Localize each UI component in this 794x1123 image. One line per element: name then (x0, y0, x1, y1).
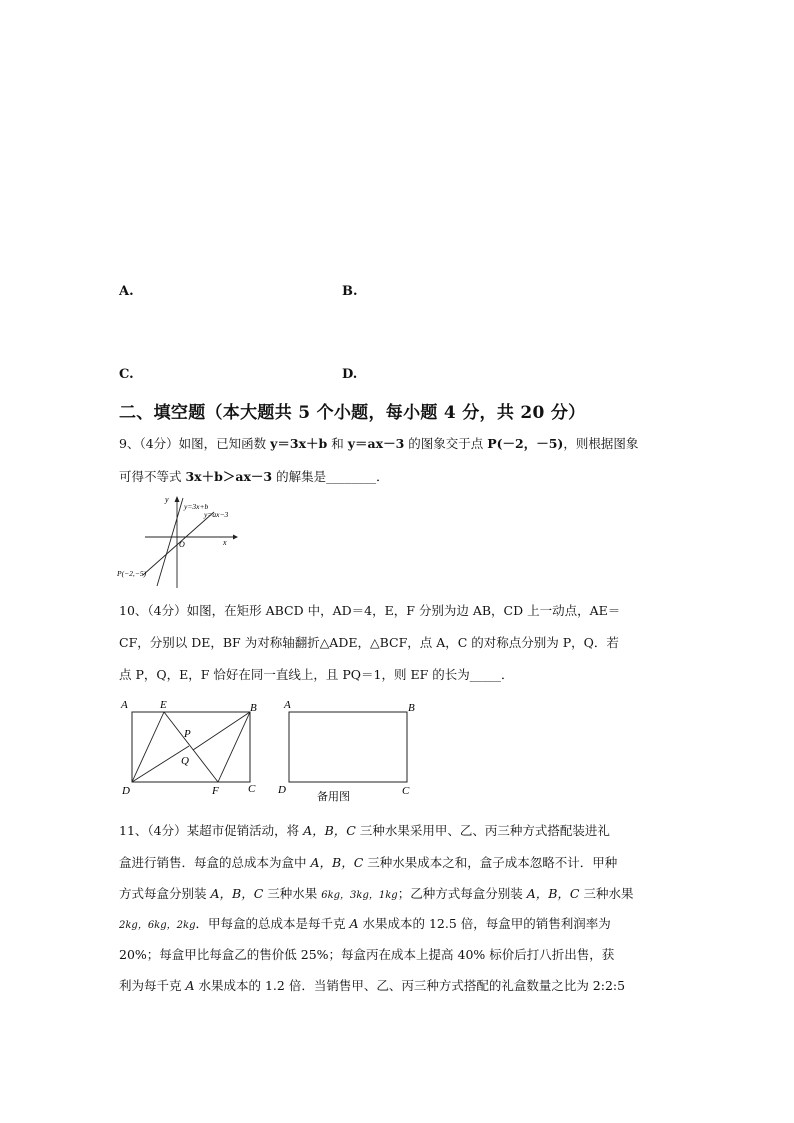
q9-text: ，则根据图象 (563, 436, 639, 451)
q9-number: 9、（4分） (119, 436, 179, 451)
q11-fruits: A，B，C (310, 855, 364, 870)
q11-text: 三种水果 (579, 886, 634, 901)
y-axis-arrow-icon (175, 496, 180, 502)
label-a: A (284, 699, 291, 711)
q10-text: 如图，在矩形 ABCD 中，AD＝4，E，F 分别为边 AB，CD 上一动点，AE＝ (186, 603, 621, 618)
q10-rectangle-figure (115, 695, 275, 800)
y-axis-label: y (165, 495, 169, 504)
label-b: B (408, 702, 415, 714)
q9-text: 的图象交于点 (404, 436, 488, 451)
line1-label: y=3x+b (184, 502, 209, 511)
q11-text: 三种水果 (263, 886, 322, 901)
x-axis-label: x (223, 538, 227, 547)
option-d-label: D. (342, 367, 358, 382)
q11-fruits: A，B，C (526, 886, 580, 901)
label-p: P (184, 728, 191, 740)
backup-rectangle (289, 712, 407, 782)
option-b-label: B. (342, 284, 358, 299)
q11-fruit-a: A (349, 916, 359, 931)
q9-line-2 (119, 469, 389, 485)
label-b: B (250, 702, 257, 714)
q9-text: 和 (327, 436, 348, 451)
x-axis-arrow-icon (233, 535, 238, 540)
q10-number: 10、（4分） (119, 603, 187, 618)
q9-eq1: y＝3x＋b (270, 436, 328, 451)
backup-caption: 备用图 (317, 791, 350, 803)
q11-text: 某超市促销活动，将 (186, 823, 304, 838)
q11-weights-jia: 6kg，3kg，1kg (321, 890, 398, 901)
q11-line-5: 20%；每盒甲比每盒乙的售价低 25%；每盒丙在成本上提高 40% 标价后打八折出售，获 (119, 947, 615, 962)
q11-text: 水果成本的 1.2 倍．当销售甲、乙、丙三种方式搭配的礼盒数量之比为 2:2:5 (194, 978, 626, 993)
q11-line-6 (119, 978, 625, 994)
q11-text: 三种水果成本之和，盒子成本忽略不计．甲种 (363, 855, 618, 870)
q10-line-3: 点 P，Q，E，F 恰好在同一直线上，且 PQ＝1，则 EF 的长为_____． (119, 667, 514, 682)
q9-line-1 (119, 436, 638, 452)
q11-text: 盒进行销售．每盒的总成本为盒中 (119, 855, 311, 870)
point-p-label: P(−2,−5) (117, 569, 147, 578)
q11-text: ；乙种方式每盒分别装 (397, 886, 527, 901)
label-c: C (402, 785, 410, 797)
q10-backup-figure (275, 695, 425, 805)
q11-text: 方式每盒分别装 (119, 886, 211, 901)
segment-ef (164, 712, 218, 782)
q11-fruit-a: A (185, 978, 195, 993)
origin-label: O (179, 540, 185, 549)
q9-text: 的解集是________． (272, 469, 389, 484)
q10-line-1 (119, 603, 620, 619)
label-q: Q (181, 755, 189, 767)
line2-label: y=ax−3 (204, 510, 229, 519)
q10-line-2: CF，分别以 DE，BF 为对称轴翻折△ADE，△BCF，点 A，C 的对称点分别为 P，Q．若 (119, 635, 619, 650)
q9-point: P(－2，－5) (487, 436, 564, 451)
q11-line-1 (119, 823, 610, 839)
q9-graph-figure (115, 490, 250, 590)
label-a: A (121, 699, 128, 711)
q9-inequality: 3x＋b＞ax－3 (185, 469, 273, 484)
section-title: 二、填空题（本大题共 5 个小题，每小题 4 分，共 20 分） (119, 403, 586, 423)
q11-line-2 (119, 855, 617, 871)
label-c: C (248, 783, 256, 795)
q9-text: 可得不等式 (119, 469, 186, 484)
q11-weights-yi: 2kg，6kg，2kg (119, 920, 196, 931)
q11-line-4 (119, 916, 611, 934)
option-c-label: C. (119, 367, 134, 382)
q11-line-3 (119, 886, 633, 904)
label-f: F (212, 785, 219, 797)
q11-fruits: A，B，C (210, 886, 264, 901)
q11-text: 利为每千克 (119, 978, 186, 993)
option-a-label: A. (119, 284, 134, 299)
q11-text: 三种水果采用甲、乙、丙三种方式搭配装进礼 (355, 823, 610, 838)
q11-fruits: A，B，C (303, 823, 356, 838)
q11-text: ．甲每盒的总成本是每千克 (195, 916, 350, 931)
q9-text: 如图，已知函数 (178, 436, 271, 451)
q11-text: 水果成本的 12.5 倍，每盒甲的销售利润率为 (358, 916, 611, 931)
label-d: D (122, 785, 130, 797)
q9-eq2: y＝ax－3 (347, 436, 405, 451)
label-e: E (160, 699, 167, 711)
label-d: D (278, 784, 286, 796)
q11-number: 11、（4分） (119, 823, 187, 838)
